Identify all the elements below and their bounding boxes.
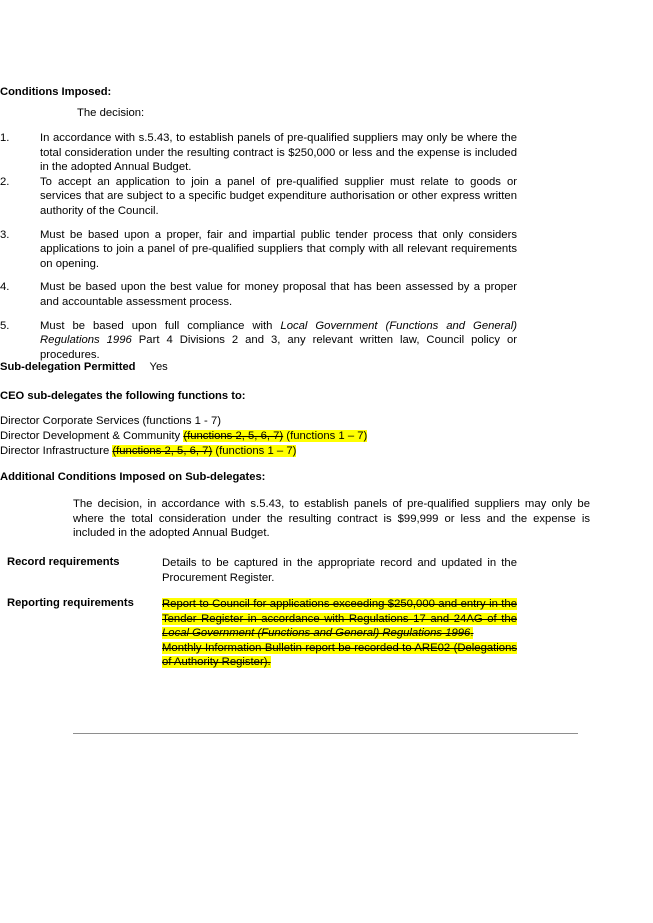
director-functions-highlight xyxy=(183,430,367,442)
conditions-imposed-heading: Conditions Imposed: xyxy=(0,86,112,98)
list-item xyxy=(0,319,517,363)
list-item-text: Must be based upon the best value for money proposal that has been assessed by a proper and accountable assessment process. xyxy=(40,281,517,308)
reporting-text-monthly: Monthly Information Bulletin report be recorded to ARE02 (Delegations of Authority Register). xyxy=(162,641,517,669)
reporting-paragraph-1 xyxy=(162,597,517,641)
footer-divider xyxy=(73,733,578,734)
regulation-citation: Local Government (Functions and General) Regulations 1996 xyxy=(40,319,517,347)
list-item-text: To accept an application to join a panel of pre-qualified supplier must relate to goods or services that are subject to a specific budget expenditure authorisation or other express written authority of the Council. xyxy=(40,175,517,217)
list-spacer xyxy=(0,219,517,228)
director-name: Director Corporate Services xyxy=(0,415,143,427)
reporting-requirements-label: Reporting requirements xyxy=(7,597,134,609)
decision-lead-text: The decision: xyxy=(77,107,145,119)
list-item xyxy=(0,131,517,175)
list-item-number: 1. xyxy=(0,132,10,144)
reporting-requirements-row xyxy=(0,597,517,687)
director-functions-new: (functions 1 – 7) xyxy=(212,445,297,458)
additional-conditions-heading: Additional Conditions Imposed on Sub-delegates: xyxy=(0,471,266,483)
director-functions-new: (functions 1 – 7) xyxy=(283,430,368,443)
list-spacer xyxy=(0,271,517,280)
list-item-text: Must be based upon a proper, fair and impartial public tender process that only considers applications to join a panel of pre-qualified suppliers that comply with all relevant requirements on opening. xyxy=(40,228,517,270)
reporting-text-part1: Report to Council for applications exceeding $250,000 and entry in the Tender Register in accordance with Regulations 17 and 24AG of the xyxy=(162,598,517,625)
list-item-number: 2. xyxy=(0,175,10,188)
record-requirements-row xyxy=(0,556,517,588)
director-functions-struck: (functions 2, 5, 6, 7) xyxy=(112,445,213,458)
conditions-list xyxy=(0,131,517,362)
directors-block xyxy=(0,414,367,460)
director-functions: (functions 1 - 7) xyxy=(142,415,221,427)
director-functions-struck: (functions 2, 5, 6, 7) xyxy=(183,430,284,443)
ceo-sub-delegates-heading: CEO sub-delegates the following functions to: xyxy=(0,390,246,402)
director-line xyxy=(0,444,367,459)
list-item-text: In accordance with s.5.43, to establish panels of pre-qualified suppliers may only be where the total consideration under the resulting contract is $250,000 or less and the expense is included in the adopted Annual Budget. xyxy=(40,132,517,174)
list-item-number: 4. xyxy=(0,281,10,294)
record-requirements-label: Record requirements xyxy=(7,556,120,568)
director-line xyxy=(0,414,367,429)
additional-conditions-text: The decision, in accordance with s.5.43, to establish panels of pre-qualified suppliers may only be where the total consideration under the resulting contract is $99,999 or less and the expense is included in the adopted Annual Budget. xyxy=(73,498,590,540)
list-spacer xyxy=(0,310,517,319)
director-line xyxy=(0,429,367,444)
reporting-paragraph-2 xyxy=(162,641,517,670)
list-item-number: 3. xyxy=(0,228,10,241)
reporting-requirements-value xyxy=(162,597,517,670)
sub-delegation-row xyxy=(0,361,168,373)
list-item xyxy=(0,228,517,272)
list-item xyxy=(0,175,517,219)
director-functions-highlight xyxy=(112,445,296,457)
list-item-text-prefix: Must be based upon full compliance with xyxy=(40,319,281,332)
list-item-number: 5. xyxy=(0,319,10,332)
sub-delegation-value: Yes xyxy=(149,361,168,373)
list-item-text-suffix: Part 4 Divisions 2 and 3, any relevant written law, Council policy or procedures. xyxy=(40,334,517,361)
list-item xyxy=(0,280,517,309)
sub-delegation-label: Sub-delegation Permitted xyxy=(0,361,136,373)
reporting-regulation-citation: Local Government (Functions and General) Regulations 1996 xyxy=(162,627,471,640)
director-name: Director Infrastructure xyxy=(0,445,113,458)
director-name: Director Development & Community xyxy=(0,430,184,443)
reporting-text-part2: . xyxy=(470,627,474,640)
record-requirements-value: Details to be captured in the appropriate record and updated in the Procurement Register. xyxy=(162,557,517,584)
